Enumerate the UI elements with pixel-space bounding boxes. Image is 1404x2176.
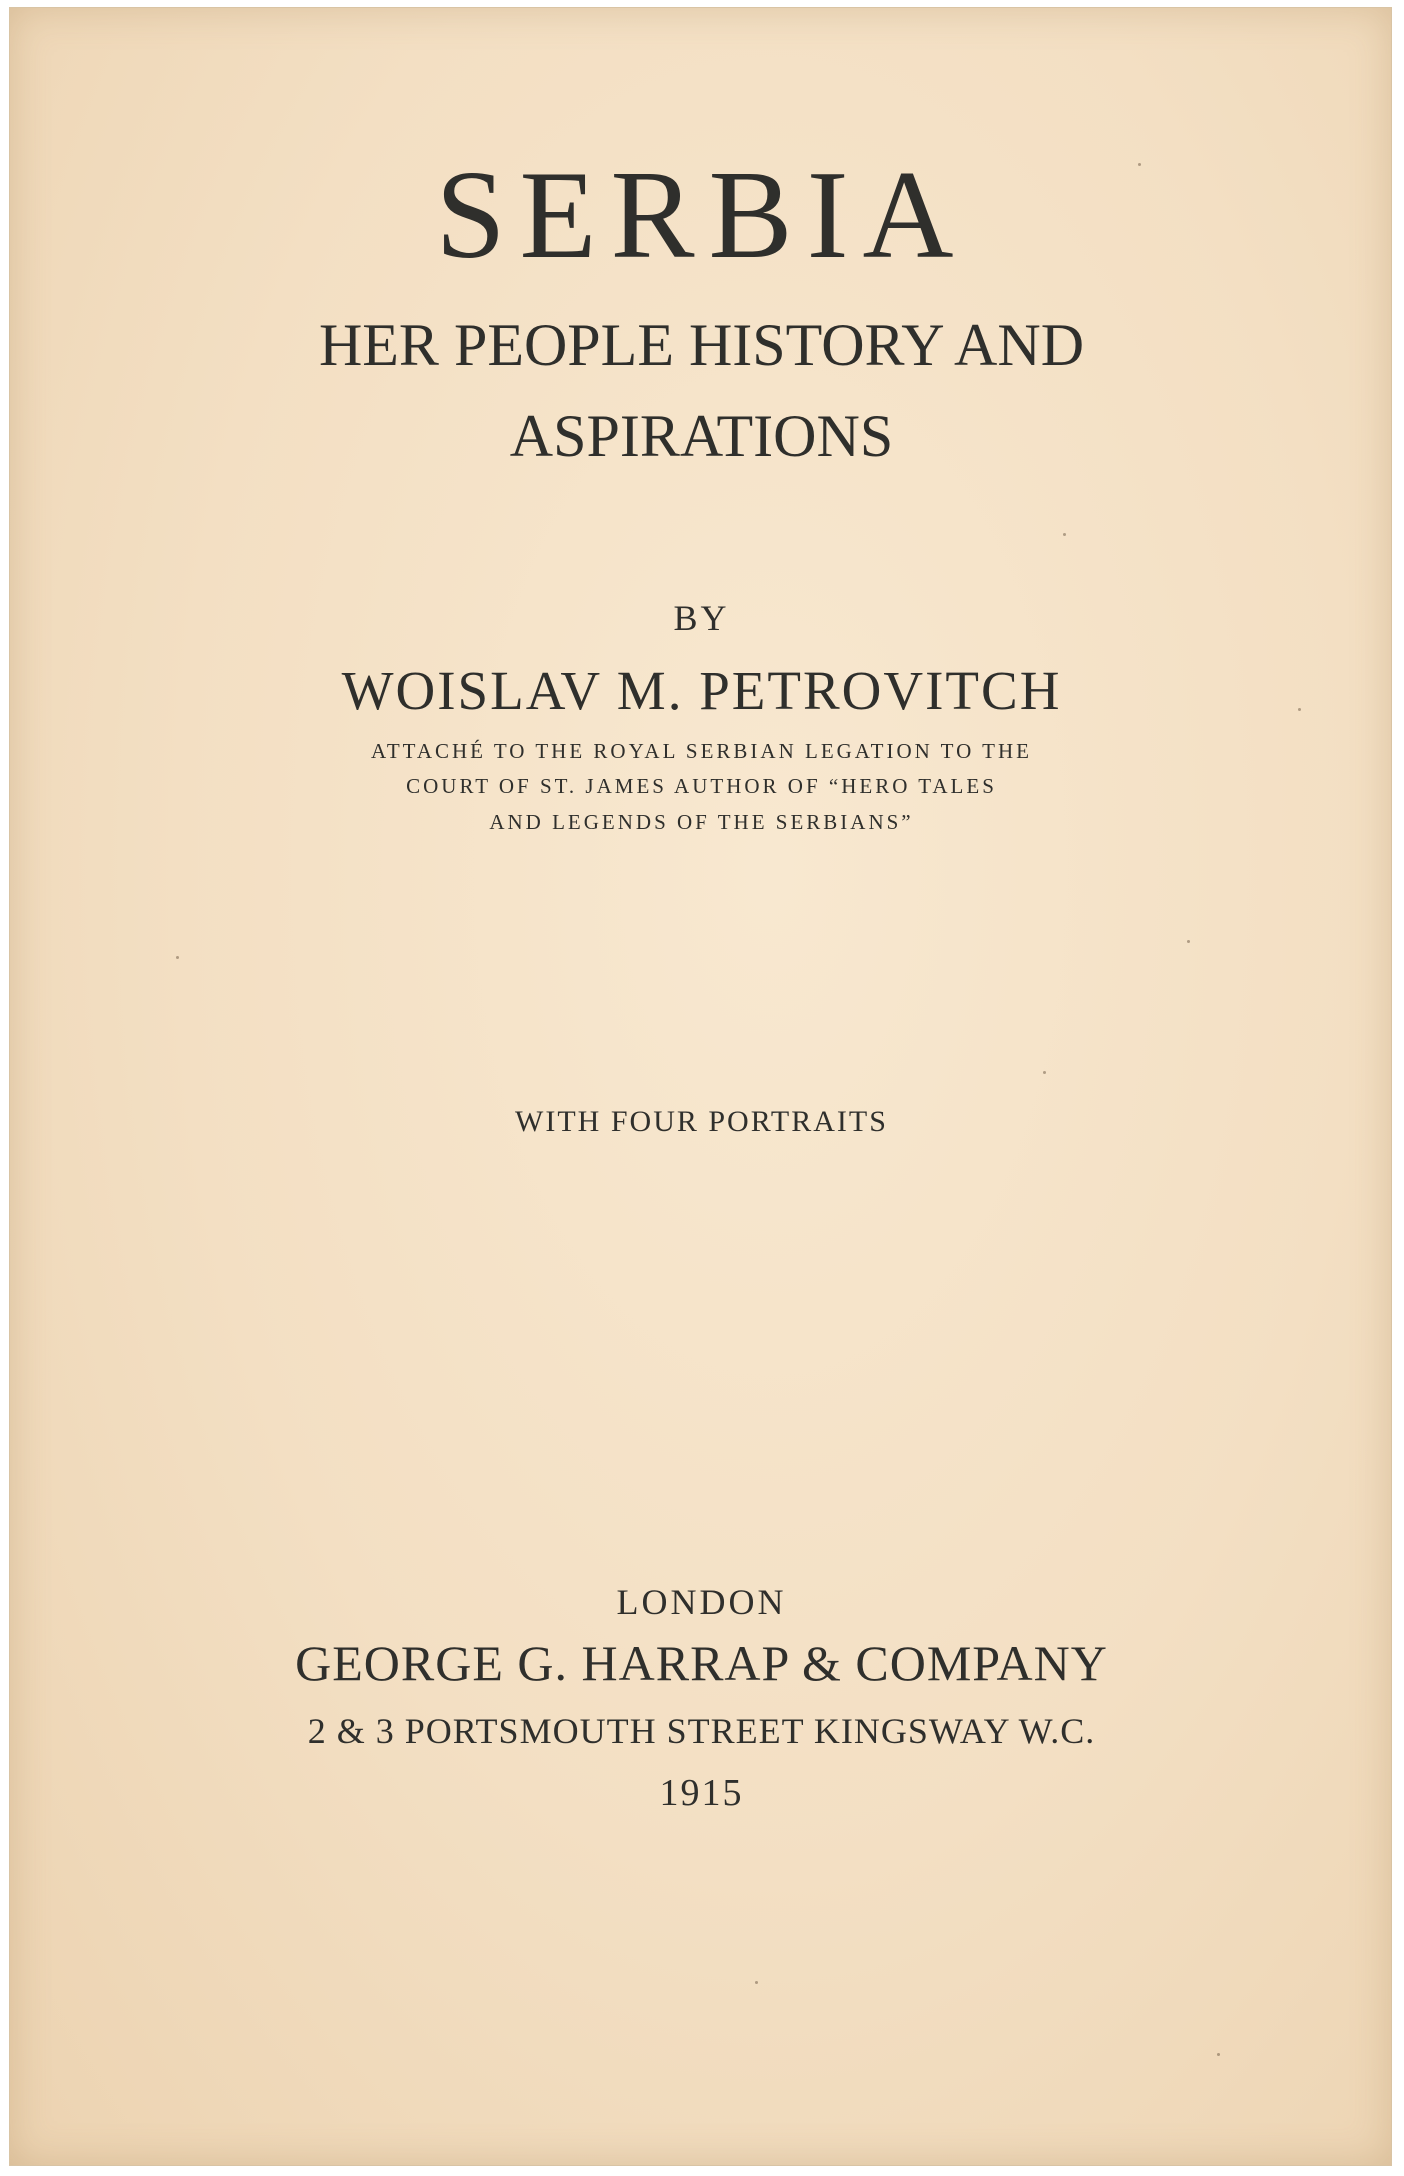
by-line: BY (673, 598, 730, 638)
paper-speck (176, 956, 179, 959)
author-credentials-line-1: ATTACHÉ TO THE ROYAL SERBIAN LEGATION TO THE (371, 739, 1032, 763)
paper-speck (1138, 163, 1141, 166)
paper-speck (1217, 2053, 1220, 2056)
author-name: WOISLAV M. PETROVITCH (341, 660, 1062, 721)
book-title: SERBIA (435, 146, 968, 285)
paper-speck (1063, 533, 1066, 536)
subtitle-line-1: HER PEOPLE HISTORY AND (318, 312, 1085, 378)
title-page (9, 7, 1392, 2166)
paper-speck (1187, 940, 1190, 943)
subtitle-line-2: ASPIRATIONS (509, 403, 894, 469)
paper-speck (1043, 1071, 1046, 1074)
publisher-name: GEORGE G. HARRAP & COMPANY (295, 1635, 1108, 1691)
paper-speck (755, 1981, 758, 1984)
publication-year: 1915 (659, 1772, 744, 1814)
paper-speck (1298, 708, 1301, 711)
illustrations-note: WITH FOUR PORTRAITS (515, 1105, 888, 1138)
publisher-address: 2 & 3 PORTSMOUTH STREET KINGSWAY W.C. (307, 1711, 1096, 1751)
author-credentials-line-2: COURT OF ST. JAMES AUTHOR OF “HERO TALES (406, 774, 997, 798)
author-credentials-line-3: AND LEGENDS OF THE SERBIANS” (489, 810, 914, 834)
publication-city: LONDON (616, 1582, 787, 1622)
